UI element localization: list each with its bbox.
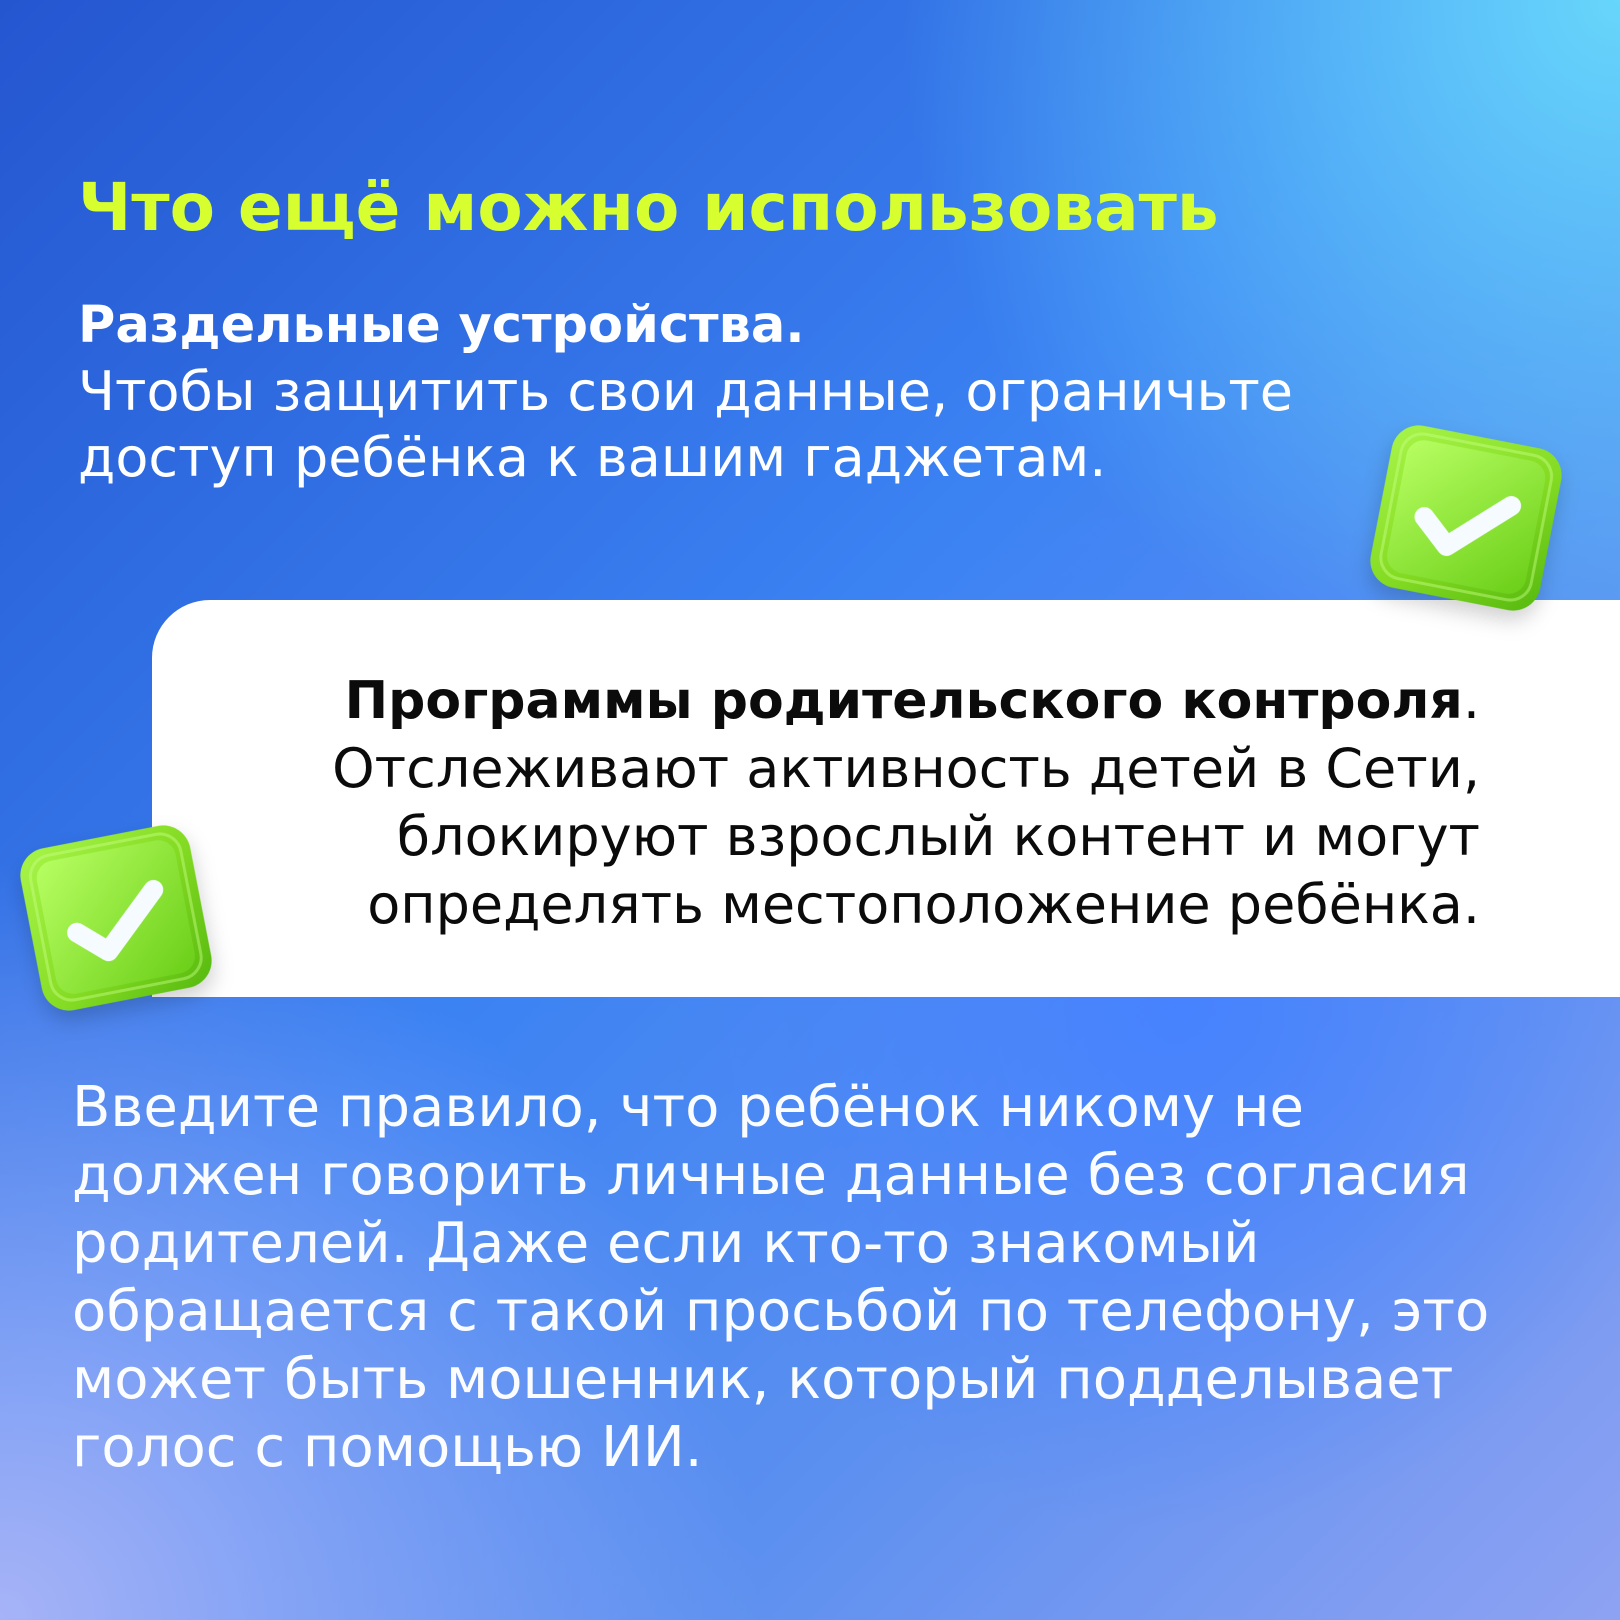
separate-devices-section [78, 293, 1308, 491]
parental-control-section [160, 666, 1480, 939]
page-title: Что ещё можно использовать [78, 169, 1219, 246]
check-badge-icon [1351, 403, 1581, 633]
personal-data-rule-section [72, 1074, 1532, 1482]
separate-devices-text: Чтобы защитить свои данные, ограничьте доступ ребёнка к вашим гаджетам. [78, 360, 1293, 489]
check-badge-icon-graphic [1351, 403, 1581, 633]
personal-data-rule-text: Введите правило, что ребёнок никому не должен говорить личные данные без согласия родителей. Даже если кто-то знакомый обращается с такой просьбой по телефону, это может быть мошенник, который подделывает голос с помощью ИИ. [72, 1075, 1490, 1480]
check-badge-icon-graphic [1, 803, 231, 1033]
separate-devices-heading: Раздельные устройства. [78, 296, 805, 355]
parental-control-heading: Программы родительского контроля [344, 671, 1463, 731]
check-badge-icon [1, 803, 231, 1033]
parental-control-heading-dot: . [1462, 668, 1480, 731]
parental-control-text: Отслеживают активность детей в Сети, блокируют взрослый контент и могут определять местоположение ребёнка. [332, 737, 1480, 936]
